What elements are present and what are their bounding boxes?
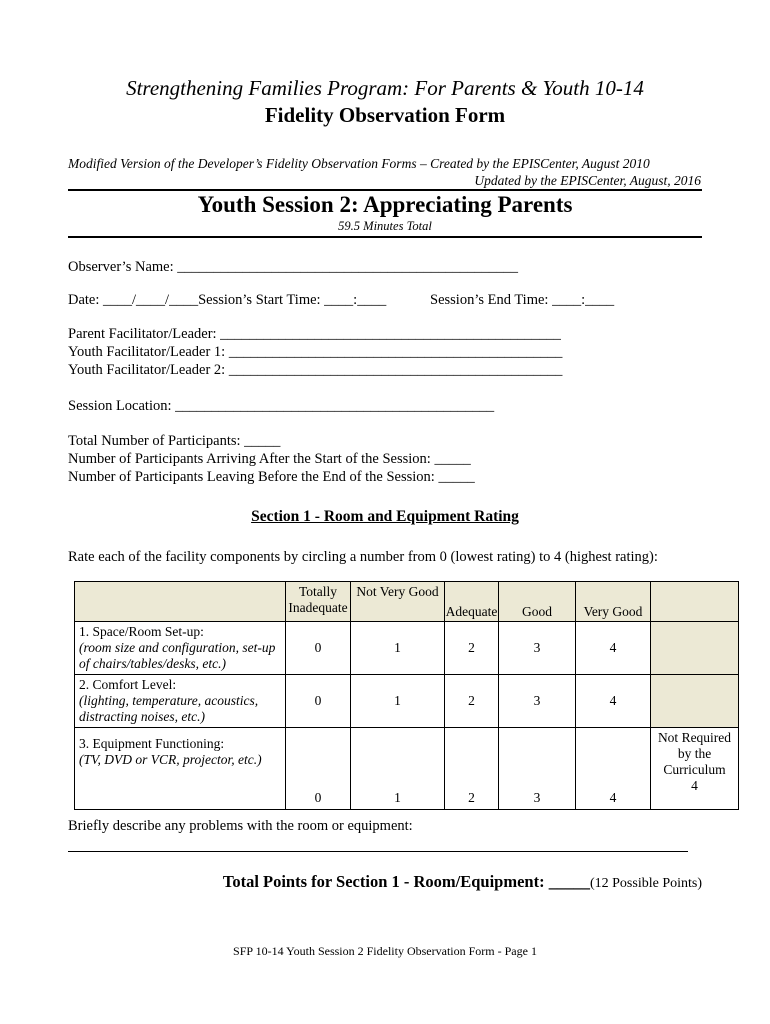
score-0[interactable]: 0 bbox=[286, 675, 351, 728]
row-label-equipment bbox=[75, 728, 286, 810]
score-4[interactable]: 4 bbox=[576, 728, 651, 810]
score-3[interactable]: 3 bbox=[499, 675, 576, 728]
table-row bbox=[75, 675, 739, 728]
score-3[interactable]: 3 bbox=[499, 728, 576, 810]
updated-note: Updated by the EPISCenter, August, 2016 bbox=[474, 173, 701, 188]
row-title: 2. Comfort Level: bbox=[79, 677, 177, 692]
top-rule bbox=[68, 189, 702, 191]
score-1[interactable]: 1 bbox=[351, 675, 445, 728]
session-title: Youth Session 2: Appreciating Parents bbox=[197, 192, 573, 217]
youth-facilitator-1-field[interactable]: Youth Facilitator/Leader 1: ______________________________________________ bbox=[68, 344, 563, 360]
not-required-label: Not Required by the Curriculum bbox=[657, 730, 732, 777]
session-minutes: 59.5 Minutes Total bbox=[338, 219, 432, 233]
leaving-before-field[interactable]: Number of Participants Leaving Before the End of the Session: _____ bbox=[68, 469, 475, 485]
arriving-after-field[interactable]: Number of Participants Arriving After the Start of the Session: _____ bbox=[68, 451, 471, 467]
page-footer: SFP 10-14 Youth Session 2 Fidelity Observation Form - Page 1 bbox=[233, 944, 537, 958]
column-totally-inadequate: Totally Inadequate bbox=[286, 582, 351, 622]
program-title: Strengthening Families Program: For Parents & Youth 10-14 bbox=[126, 76, 644, 100]
score-4[interactable]: 4 bbox=[576, 675, 651, 728]
rating-instructions: Rate each of the facility components by circling a number from 0 (lowest rating) to 4 (highest rating): bbox=[68, 549, 658, 565]
date-start-time-field[interactable]: Date: ____/____/____Session’s Start Time: ____:____ bbox=[68, 292, 387, 308]
score-2[interactable]: 2 bbox=[445, 675, 499, 728]
score-2[interactable]: 2 bbox=[445, 622, 499, 675]
score-0[interactable]: 0 bbox=[286, 728, 351, 810]
room-equipment-rating-table bbox=[74, 581, 739, 810]
row-label-comfort-level bbox=[75, 675, 286, 728]
total-participants-field[interactable]: Total Number of Participants: _____ bbox=[68, 433, 281, 449]
column-not-very-good: Not Very Good bbox=[351, 582, 445, 622]
youth-facilitator-2-field[interactable]: Youth Facilitator/Leader 2: ______________________________________________ bbox=[68, 362, 563, 378]
score-1[interactable]: 1 bbox=[351, 728, 445, 810]
score-2[interactable]: 2 bbox=[445, 728, 499, 810]
column-good: Good bbox=[499, 582, 576, 622]
session-location-field[interactable]: Session Location: ____________________________________________ bbox=[68, 398, 495, 414]
row-title: 3. Equipment Functioning: bbox=[79, 736, 225, 751]
section-1-heading: Section 1 - Room and Equipment Rating bbox=[251, 508, 519, 525]
row-detail: (lighting, temperature, acoustics, distracting noises, etc.) bbox=[79, 693, 259, 724]
parent-facilitator-field[interactable]: Parent Facilitator/Leader: _______________________________________________ bbox=[68, 326, 561, 342]
row-detail: (TV, DVD or VCR, projector, etc.) bbox=[79, 752, 262, 767]
column-very-good: Very Good bbox=[576, 582, 651, 622]
header-blank-cell bbox=[75, 582, 286, 622]
bottom-rule bbox=[68, 236, 702, 238]
table-header-row bbox=[75, 582, 739, 622]
extra-cell-shaded bbox=[651, 675, 739, 728]
observer-name-field[interactable]: Observer’s Name: _______________________________________________ bbox=[68, 259, 519, 275]
total-points-label[interactable]: Total Points for Section 1 - Room/Equipment: _____ bbox=[222, 872, 590, 891]
column-adequate: Adequate bbox=[445, 582, 499, 622]
table-row bbox=[75, 728, 739, 810]
row-title: 1. Space/Room Set-up: bbox=[79, 624, 204, 639]
extra-cell-shaded bbox=[651, 622, 739, 675]
modified-version-note: Modified Version of the Developer’s Fidelity Observation Forms – Created by the EPISCenter, August 2010 bbox=[68, 156, 650, 171]
score-3[interactable]: 3 bbox=[499, 622, 576, 675]
section-1-total bbox=[223, 872, 702, 892]
problems-description-line[interactable] bbox=[68, 851, 688, 852]
end-time-field[interactable]: Session’s End Time: ____:____ bbox=[430, 292, 615, 308]
score-4[interactable]: 4 bbox=[576, 622, 651, 675]
score-1[interactable]: 1 bbox=[351, 622, 445, 675]
problems-prompt: Briefly describe any problems with the room or equipment: bbox=[68, 818, 413, 834]
form-title: Fidelity Observation Form bbox=[264, 103, 506, 127]
header-extra-cell bbox=[651, 582, 739, 622]
row-detail: (room size and configuration, set-up of chairs/tables/desks, etc.) bbox=[79, 640, 276, 671]
total-possible-points: (12 Possible Points) bbox=[589, 876, 702, 891]
not-required-cell[interactable] bbox=[651, 728, 739, 810]
score-0[interactable]: 0 bbox=[286, 622, 351, 675]
table-row bbox=[75, 622, 739, 675]
not-required-score: 4 bbox=[691, 778, 698, 793]
row-label-space-room bbox=[75, 622, 286, 675]
